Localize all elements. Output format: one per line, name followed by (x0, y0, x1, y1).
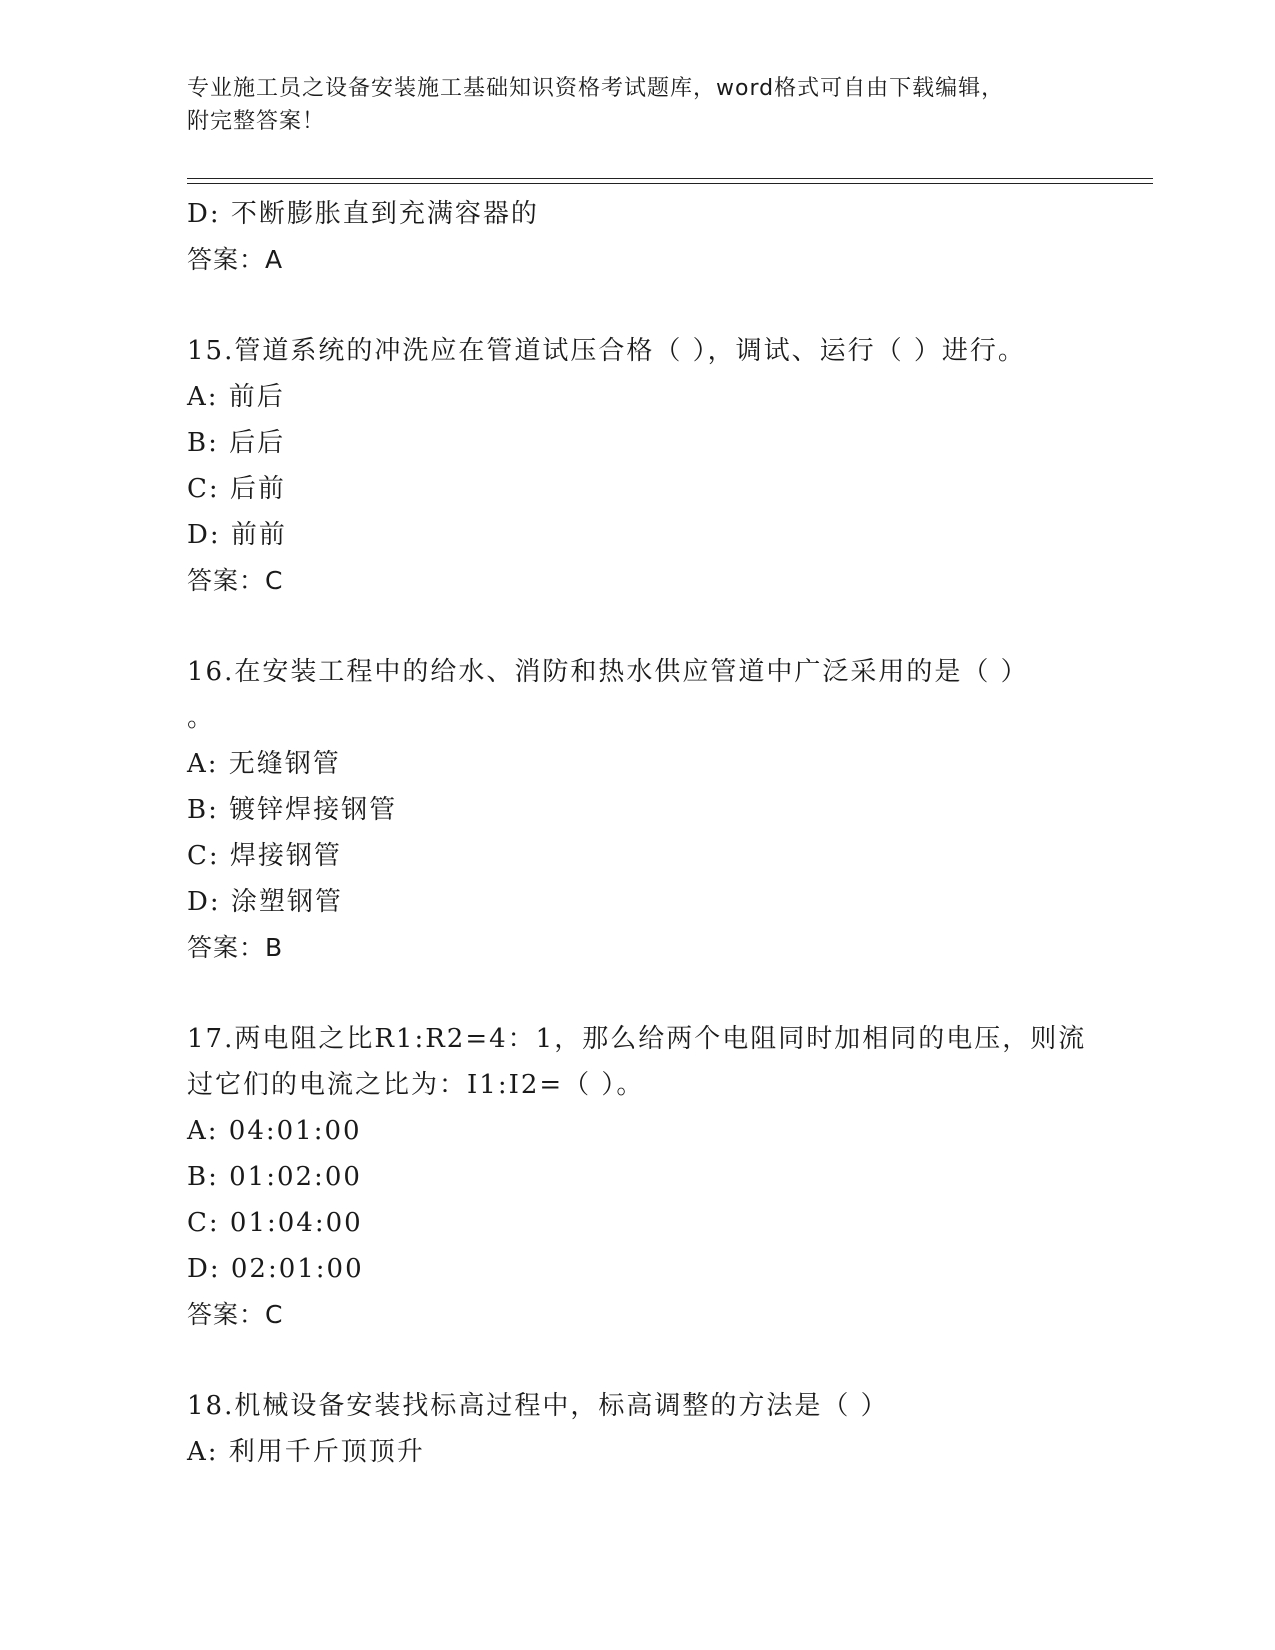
question-16-text-cont: 。 (187, 703, 216, 733)
spacer (187, 604, 1087, 649)
spacer (187, 283, 1087, 328)
document-header (187, 72, 1087, 138)
header-divider-bottom (187, 183, 1153, 184)
question-17-option-d: D: 02:01:00 (187, 1254, 364, 1284)
header-divider-top (187, 178, 1153, 179)
prev-answer: 答案：A (187, 245, 284, 274)
question-16-option-c: C: 焊接钢管 (187, 841, 342, 871)
question-18-option-a: A: 利用千斤顶顶升 (187, 1437, 425, 1467)
question-17-text-line-2: 过它们的电流之比为：I1:I2=（ ）。 (187, 1070, 645, 1100)
question-17-option-c: C: 01:04:00 (187, 1208, 363, 1238)
question-15-text: 15.管道系统的冲洗应在管道试压合格（ ），调试、运行（ ）进行。 (187, 336, 1026, 366)
prev-option-d: D: 不断膨胀直到充满容器的 (187, 199, 539, 229)
question-17-answer: 答案：C (187, 1300, 284, 1329)
question-16-option-a: A: 无缝钢管 (187, 749, 341, 779)
question-15-answer: 答案：C (187, 566, 284, 595)
question-content (187, 191, 1087, 1475)
question-17-option-b: B: 01:02:00 (187, 1162, 362, 1192)
spacer (187, 971, 1087, 1016)
question-15-option-a: A: 前后 (187, 382, 285, 412)
header-line-1: 专业施工员之设备安装施工基础知识资格考试题库，word格式可自由下载编辑， (187, 76, 1005, 101)
question-16-text: 16.在安装工程中的给水、消防和热水供应管道中广泛采用的是（ ） (187, 657, 1029, 687)
question-17-text-line-1: 17.两电阻之比R1:R2=4：1，那么给两个电阻同时加相同的电压，则流 (187, 1024, 1087, 1054)
question-16-answer: 答案：B (187, 933, 284, 962)
question-16-option-b: B: 镀锌焊接钢管 (187, 795, 398, 825)
question-18-text: 18.机械设备安装找标高过程中，标高调整的方法是（ ） (187, 1391, 889, 1421)
header-line-2: 附完整答案！ (187, 109, 326, 134)
question-16-option-d: D: 涂塑钢管 (187, 887, 343, 917)
question-17-option-a: A: 04:01:00 (187, 1116, 362, 1146)
question-15-option-b: B: 后后 (187, 428, 286, 458)
spacer (187, 1338, 1087, 1383)
question-15-option-c: C: 后前 (187, 474, 286, 504)
question-15-option-d: D: 前前 (187, 520, 287, 550)
